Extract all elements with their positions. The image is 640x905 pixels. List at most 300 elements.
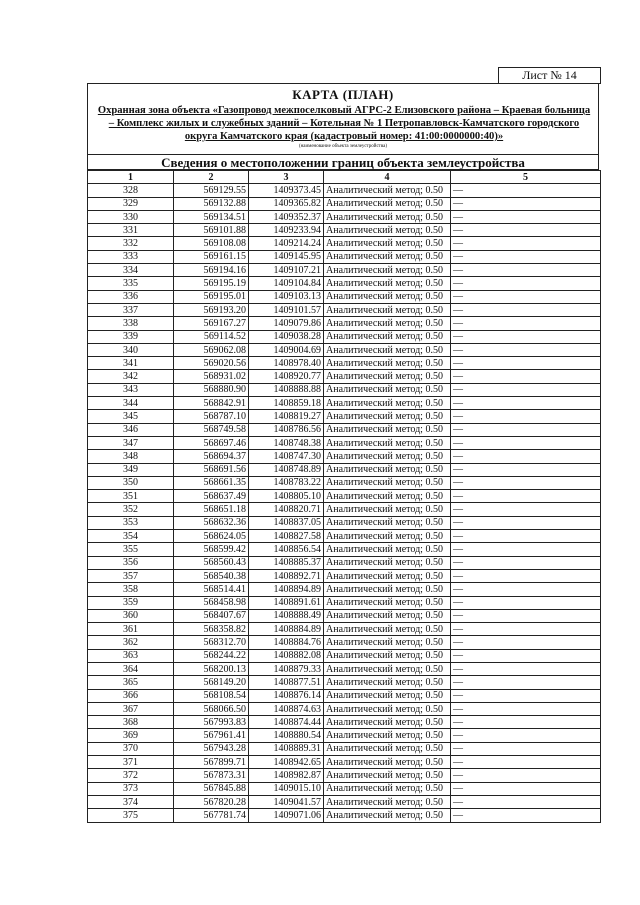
table-row <box>88 649 601 662</box>
method-cell: Аналитический метод; 0.50 <box>324 383 451 396</box>
method-cell: Аналитический метод; 0.50 <box>324 277 451 290</box>
method-cell: Аналитический метод; 0.50 <box>324 676 451 689</box>
method-cell: Аналитический метод; 0.50 <box>324 317 451 330</box>
method-cell: Аналитический метод; 0.50 <box>324 556 451 569</box>
point-number-cell: 351 <box>88 490 174 503</box>
y-coordinate-cell: 1408884.76 <box>249 636 324 649</box>
method-cell: Аналитический метод; 0.50 <box>324 729 451 742</box>
point-number-cell: 366 <box>88 689 174 702</box>
method-cell: Аналитический метод; 0.50 <box>324 649 451 662</box>
y-coordinate-cell: 1408786.56 <box>249 423 324 436</box>
table-row <box>88 436 601 449</box>
x-coordinate-cell: 568149.20 <box>174 676 249 689</box>
table-row <box>88 303 601 316</box>
y-coordinate-cell: 1409004.69 <box>249 343 324 356</box>
description-cell: — <box>451 503 601 516</box>
x-coordinate-cell: 569193.20 <box>174 303 249 316</box>
table-row <box>88 636 601 649</box>
method-cell: Аналитический метод; 0.50 <box>324 583 451 596</box>
method-cell: Аналитический метод; 0.50 <box>324 702 451 715</box>
x-coordinate-cell: 568624.05 <box>174 530 249 543</box>
x-coordinate-cell: 569101.88 <box>174 224 249 237</box>
description-cell: — <box>451 769 601 782</box>
x-coordinate-cell: 568560.43 <box>174 556 249 569</box>
point-number-cell: 350 <box>88 476 174 489</box>
table-row <box>88 343 601 356</box>
point-number-cell: 358 <box>88 583 174 596</box>
x-coordinate-cell: 569114.52 <box>174 330 249 343</box>
x-coordinate-cell: 568661.35 <box>174 476 249 489</box>
method-cell: Аналитический метод; 0.50 <box>324 303 451 316</box>
x-coordinate-cell: 568749.58 <box>174 423 249 436</box>
method-cell: Аналитический метод; 0.50 <box>324 809 451 822</box>
description-cell: — <box>451 490 601 503</box>
x-coordinate-cell: 568697.46 <box>174 436 249 449</box>
y-coordinate-cell: 1408837.05 <box>249 516 324 529</box>
description-cell: — <box>451 317 601 330</box>
point-number-cell: 354 <box>88 530 174 543</box>
method-cell: Аналитический метод; 0.50 <box>324 184 451 197</box>
x-coordinate-cell: 568200.13 <box>174 662 249 675</box>
table-row <box>88 197 601 210</box>
point-number-cell: 330 <box>88 210 174 223</box>
table-row <box>88 463 601 476</box>
description-cell: — <box>451 343 601 356</box>
description-cell: — <box>451 649 601 662</box>
table-row <box>88 716 601 729</box>
description-cell: — <box>451 809 601 822</box>
method-cell: Аналитический метод; 0.50 <box>324 490 451 503</box>
x-coordinate-cell: 568691.56 <box>174 463 249 476</box>
x-coordinate-cell: 568694.37 <box>174 450 249 463</box>
method-cell: Аналитический метод; 0.50 <box>324 330 451 343</box>
table-row <box>88 410 601 423</box>
description-cell: — <box>451 609 601 622</box>
y-coordinate-cell: 1409015.10 <box>249 782 324 795</box>
description-cell: — <box>451 689 601 702</box>
x-coordinate-cell: 568632.36 <box>174 516 249 529</box>
y-coordinate-cell: 1409214.24 <box>249 237 324 250</box>
y-coordinate-cell: 1408856.54 <box>249 543 324 556</box>
x-coordinate-cell: 567993.83 <box>174 716 249 729</box>
method-cell: Аналитический метод; 0.50 <box>324 569 451 582</box>
x-coordinate-cell: 568244.22 <box>174 649 249 662</box>
point-number-cell: 360 <box>88 609 174 622</box>
x-coordinate-cell: 569167.27 <box>174 317 249 330</box>
table-row <box>88 662 601 675</box>
point-number-cell: 348 <box>88 450 174 463</box>
table-row <box>88 224 601 237</box>
column-header: 5 <box>451 171 601 184</box>
description-cell: — <box>451 357 601 370</box>
description-cell: — <box>451 423 601 436</box>
description-cell: — <box>451 716 601 729</box>
point-number-cell: 357 <box>88 569 174 582</box>
x-coordinate-cell: 569132.88 <box>174 197 249 210</box>
x-coordinate-cell: 568066.50 <box>174 702 249 715</box>
table-row <box>88 756 601 769</box>
table-row <box>88 490 601 503</box>
description-cell: — <box>451 197 601 210</box>
object-caption: (наименование объекта землеустройства) <box>298 144 388 149</box>
method-cell: Аналитический метод; 0.50 <box>324 224 451 237</box>
description-cell: — <box>451 596 601 609</box>
y-coordinate-cell: 1409079.86 <box>249 317 324 330</box>
description-cell: — <box>451 476 601 489</box>
y-coordinate-cell: 1408748.89 <box>249 463 324 476</box>
y-coordinate-cell: 1409101.57 <box>249 303 324 316</box>
description-cell: — <box>451 450 601 463</box>
x-coordinate-cell: 568931.02 <box>174 370 249 383</box>
method-cell: Аналитический метод; 0.50 <box>324 290 451 303</box>
table-row <box>88 742 601 755</box>
y-coordinate-cell: 1408885.37 <box>249 556 324 569</box>
table-row <box>88 516 601 529</box>
method-cell: Аналитический метод; 0.50 <box>324 795 451 808</box>
y-coordinate-cell: 1409104.84 <box>249 277 324 290</box>
method-cell: Аналитический метод; 0.50 <box>324 463 451 476</box>
table-row <box>88 769 601 782</box>
x-coordinate-cell: 568842.91 <box>174 397 249 410</box>
description-cell: — <box>451 330 601 343</box>
method-cell: Аналитический метод; 0.50 <box>324 636 451 649</box>
method-cell: Аналитический метод; 0.50 <box>324 530 451 543</box>
point-number-cell: 365 <box>88 676 174 689</box>
description-cell: — <box>451 303 601 316</box>
column-header: 4 <box>324 171 451 184</box>
point-number-cell: 361 <box>88 623 174 636</box>
column-header: 3 <box>249 171 324 184</box>
point-number-cell: 346 <box>88 423 174 436</box>
y-coordinate-cell: 1409373.45 <box>249 184 324 197</box>
table-row <box>88 370 601 383</box>
point-number-cell: 374 <box>88 795 174 808</box>
x-coordinate-cell: 569020.56 <box>174 357 249 370</box>
description-cell: — <box>451 250 601 263</box>
method-cell: Аналитический метод; 0.50 <box>324 237 451 250</box>
x-coordinate-cell: 568599.42 <box>174 543 249 556</box>
y-coordinate-cell: 1408747.30 <box>249 450 324 463</box>
table-row <box>88 676 601 689</box>
x-coordinate-cell: 569194.16 <box>174 264 249 277</box>
method-cell: Аналитический метод; 0.50 <box>324 450 451 463</box>
method-cell: Аналитический метод; 0.50 <box>324 596 451 609</box>
y-coordinate-cell: 1409107.21 <box>249 264 324 277</box>
y-coordinate-cell: 1408820.71 <box>249 503 324 516</box>
table-row <box>88 184 601 197</box>
description-cell: — <box>451 277 601 290</box>
table-row <box>88 596 601 609</box>
point-number-cell: 362 <box>88 636 174 649</box>
x-coordinate-cell: 569108.08 <box>174 237 249 250</box>
y-coordinate-cell: 1408920.77 <box>249 370 324 383</box>
x-coordinate-cell: 568358.82 <box>174 623 249 636</box>
point-number-cell: 373 <box>88 782 174 795</box>
table-row <box>88 809 601 822</box>
point-number-cell: 364 <box>88 662 174 675</box>
point-number-cell: 339 <box>88 330 174 343</box>
point-number-cell: 355 <box>88 543 174 556</box>
y-coordinate-cell: 1408888.49 <box>249 609 324 622</box>
point-number-cell: 372 <box>88 769 174 782</box>
description-cell: — <box>451 543 601 556</box>
x-coordinate-cell: 568514.41 <box>174 583 249 596</box>
y-coordinate-cell: 1408876.14 <box>249 689 324 702</box>
method-cell: Аналитический метод; 0.50 <box>324 756 451 769</box>
description-cell: — <box>451 530 601 543</box>
table-row <box>88 383 601 396</box>
y-coordinate-cell: 1408982.87 <box>249 769 324 782</box>
y-coordinate-cell: 1408805.10 <box>249 490 324 503</box>
sheet-number-label: Лист № 14 <box>498 67 601 84</box>
point-number-cell: 370 <box>88 742 174 755</box>
column-header: 1 <box>88 171 174 184</box>
description-cell: — <box>451 795 601 808</box>
method-cell: Аналитический метод; 0.50 <box>324 370 451 383</box>
x-coordinate-cell: 567899.71 <box>174 756 249 769</box>
point-number-cell: 349 <box>88 463 174 476</box>
y-coordinate-cell: 1408859.18 <box>249 397 324 410</box>
description-cell: — <box>451 756 601 769</box>
method-cell: Аналитический метод; 0.50 <box>324 264 451 277</box>
method-cell: Аналитический метод; 0.50 <box>324 623 451 636</box>
x-coordinate-cell: 568787.10 <box>174 410 249 423</box>
point-number-cell: 341 <box>88 357 174 370</box>
table-row <box>88 210 601 223</box>
table-row <box>88 330 601 343</box>
method-cell: Аналитический метод; 0.50 <box>324 197 451 210</box>
table-row <box>88 623 601 636</box>
y-coordinate-cell: 1409103.13 <box>249 290 324 303</box>
x-coordinate-cell: 567845.88 <box>174 782 249 795</box>
method-cell: Аналитический метод; 0.50 <box>324 742 451 755</box>
y-coordinate-cell: 1409071.06 <box>249 809 324 822</box>
point-number-cell: 343 <box>88 383 174 396</box>
x-coordinate-cell: 568108.54 <box>174 689 249 702</box>
description-cell: — <box>451 184 601 197</box>
description-cell: — <box>451 237 601 250</box>
y-coordinate-cell: 1408880.54 <box>249 729 324 742</box>
point-number-cell: 334 <box>88 264 174 277</box>
table-row <box>88 702 601 715</box>
point-number-cell: 329 <box>88 197 174 210</box>
description-cell: — <box>451 556 601 569</box>
table-row <box>88 729 601 742</box>
x-coordinate-cell: 568458.98 <box>174 596 249 609</box>
description-cell: — <box>451 583 601 596</box>
description-cell: — <box>451 636 601 649</box>
method-cell: Аналитический метод; 0.50 <box>324 516 451 529</box>
method-cell: Аналитический метод; 0.50 <box>324 476 451 489</box>
point-number-cell: 347 <box>88 436 174 449</box>
x-coordinate-cell: 568312.70 <box>174 636 249 649</box>
y-coordinate-cell: 1409365.82 <box>249 197 324 210</box>
y-coordinate-cell: 1408874.63 <box>249 702 324 715</box>
y-coordinate-cell: 1408827.58 <box>249 530 324 543</box>
table-row <box>88 689 601 702</box>
description-cell: — <box>451 397 601 410</box>
method-cell: Аналитический метод; 0.50 <box>324 689 451 702</box>
x-coordinate-cell: 568880.90 <box>174 383 249 396</box>
table-body <box>88 184 601 822</box>
coordinates-table <box>87 170 601 823</box>
table-row <box>88 317 601 330</box>
y-coordinate-cell: 1408888.88 <box>249 383 324 396</box>
table-row <box>88 503 601 516</box>
point-number-cell: 367 <box>88 702 174 715</box>
method-cell: Аналитический метод; 0.50 <box>324 210 451 223</box>
point-number-cell: 359 <box>88 596 174 609</box>
point-number-cell: 340 <box>88 343 174 356</box>
table-row <box>88 250 601 263</box>
method-cell: Аналитический метод; 0.50 <box>324 410 451 423</box>
table-row <box>88 795 601 808</box>
point-number-cell: 352 <box>88 503 174 516</box>
y-coordinate-cell: 1409038.28 <box>249 330 324 343</box>
y-coordinate-cell: 1409041.57 <box>249 795 324 808</box>
table-row <box>88 277 601 290</box>
y-coordinate-cell: 1408879.33 <box>249 662 324 675</box>
table-row <box>88 476 601 489</box>
x-coordinate-cell: 569195.19 <box>174 277 249 290</box>
method-cell: Аналитический метод; 0.50 <box>324 662 451 675</box>
point-number-cell: 356 <box>88 556 174 569</box>
description-cell: — <box>451 742 601 755</box>
description-cell: — <box>451 662 601 675</box>
method-cell: Аналитический метод; 0.50 <box>324 343 451 356</box>
table-row <box>88 782 601 795</box>
object-name: Охранная зона объекта «Газопровод межпоселковый АГРС-2 Елизовского района – Краевая больница – Комплекс жилых и служебных зданий – Котельная № 1 Петропавловск-Камчатского городского округа Камчатского края (кадастровый номер: 41:00:0000000:40)» <box>97 105 591 142</box>
y-coordinate-cell: 1409145.95 <box>249 250 324 263</box>
point-number-cell: 344 <box>88 397 174 410</box>
table-row <box>88 423 601 436</box>
table-row <box>88 530 601 543</box>
method-cell: Аналитический метод; 0.50 <box>324 609 451 622</box>
y-coordinate-cell: 1408884.89 <box>249 623 324 636</box>
description-cell: — <box>451 729 601 742</box>
table-row <box>88 357 601 370</box>
section-title: Сведения о местоположении границ объекта землеустройства <box>87 154 599 170</box>
x-coordinate-cell: 567961.41 <box>174 729 249 742</box>
method-cell: Аналитический метод; 0.50 <box>324 769 451 782</box>
x-coordinate-cell: 568651.18 <box>174 503 249 516</box>
y-coordinate-cell: 1409233.94 <box>249 224 324 237</box>
table-row <box>88 569 601 582</box>
point-number-cell: 328 <box>88 184 174 197</box>
description-cell: — <box>451 782 601 795</box>
description-cell: — <box>451 290 601 303</box>
table-row <box>88 556 601 569</box>
method-cell: Аналитический метод; 0.50 <box>324 357 451 370</box>
x-coordinate-cell: 567820.28 <box>174 795 249 808</box>
description-cell: — <box>451 264 601 277</box>
method-cell: Аналитический метод; 0.50 <box>324 250 451 263</box>
document-title: КАРТА (ПЛАН) <box>292 87 394 102</box>
method-cell: Аналитический метод; 0.50 <box>324 436 451 449</box>
description-cell: — <box>451 224 601 237</box>
method-cell: Аналитический метод; 0.50 <box>324 397 451 410</box>
description-cell: — <box>451 463 601 476</box>
point-number-cell: 371 <box>88 756 174 769</box>
point-number-cell: 337 <box>88 303 174 316</box>
y-coordinate-cell: 1408783.22 <box>249 476 324 489</box>
x-coordinate-cell: 568637.49 <box>174 490 249 503</box>
x-coordinate-cell: 567781.74 <box>174 809 249 822</box>
point-number-cell: 368 <box>88 716 174 729</box>
y-coordinate-cell: 1408882.08 <box>249 649 324 662</box>
description-cell: — <box>451 210 601 223</box>
point-number-cell: 342 <box>88 370 174 383</box>
y-coordinate-cell: 1408978.40 <box>249 357 324 370</box>
y-coordinate-cell: 1408892.71 <box>249 569 324 582</box>
y-coordinate-cell: 1408889.31 <box>249 742 324 755</box>
y-coordinate-cell: 1408748.38 <box>249 436 324 449</box>
table-row <box>88 609 601 622</box>
table-row <box>88 450 601 463</box>
method-cell: Аналитический метод; 0.50 <box>324 423 451 436</box>
x-coordinate-cell: 569134.51 <box>174 210 249 223</box>
method-cell: Аналитический метод; 0.50 <box>324 503 451 516</box>
description-cell: — <box>451 410 601 423</box>
point-number-cell: 333 <box>88 250 174 263</box>
y-coordinate-cell: 1409352.37 <box>249 210 324 223</box>
y-coordinate-cell: 1408942.65 <box>249 756 324 769</box>
y-coordinate-cell: 1408891.61 <box>249 596 324 609</box>
table-row <box>88 583 601 596</box>
point-number-cell: 363 <box>88 649 174 662</box>
y-coordinate-cell: 1408877.51 <box>249 676 324 689</box>
description-cell: — <box>451 383 601 396</box>
description-cell: — <box>451 676 601 689</box>
table-header-row <box>88 171 601 184</box>
x-coordinate-cell: 568407.67 <box>174 609 249 622</box>
x-coordinate-cell: 567943.28 <box>174 742 249 755</box>
x-coordinate-cell: 569195.01 <box>174 290 249 303</box>
y-coordinate-cell: 1408819.27 <box>249 410 324 423</box>
description-cell: — <box>451 569 601 582</box>
x-coordinate-cell: 569161.15 <box>174 250 249 263</box>
point-number-cell: 353 <box>88 516 174 529</box>
table-row <box>88 290 601 303</box>
table-row <box>88 237 601 250</box>
point-number-cell: 332 <box>88 237 174 250</box>
point-number-cell: 375 <box>88 809 174 822</box>
table-row <box>88 397 601 410</box>
method-cell: Аналитический метод; 0.50 <box>324 782 451 795</box>
description-cell: — <box>451 623 601 636</box>
x-coordinate-cell: 569129.55 <box>174 184 249 197</box>
point-number-cell: 336 <box>88 290 174 303</box>
point-number-cell: 335 <box>88 277 174 290</box>
point-number-cell: 369 <box>88 729 174 742</box>
point-number-cell: 345 <box>88 410 174 423</box>
method-cell: Аналитический метод; 0.50 <box>324 716 451 729</box>
table-row <box>88 543 601 556</box>
x-coordinate-cell: 567873.31 <box>174 769 249 782</box>
y-coordinate-cell: 1408894.89 <box>249 583 324 596</box>
description-cell: — <box>451 436 601 449</box>
method-cell: Аналитический метод; 0.50 <box>324 543 451 556</box>
table-row <box>88 264 601 277</box>
description-cell: — <box>451 370 601 383</box>
description-cell: — <box>451 702 601 715</box>
x-coordinate-cell: 569062.08 <box>174 343 249 356</box>
y-coordinate-cell: 1408874.44 <box>249 716 324 729</box>
document-header <box>87 83 599 170</box>
description-cell: — <box>451 516 601 529</box>
x-coordinate-cell: 568540.38 <box>174 569 249 582</box>
column-header: 2 <box>174 171 249 184</box>
